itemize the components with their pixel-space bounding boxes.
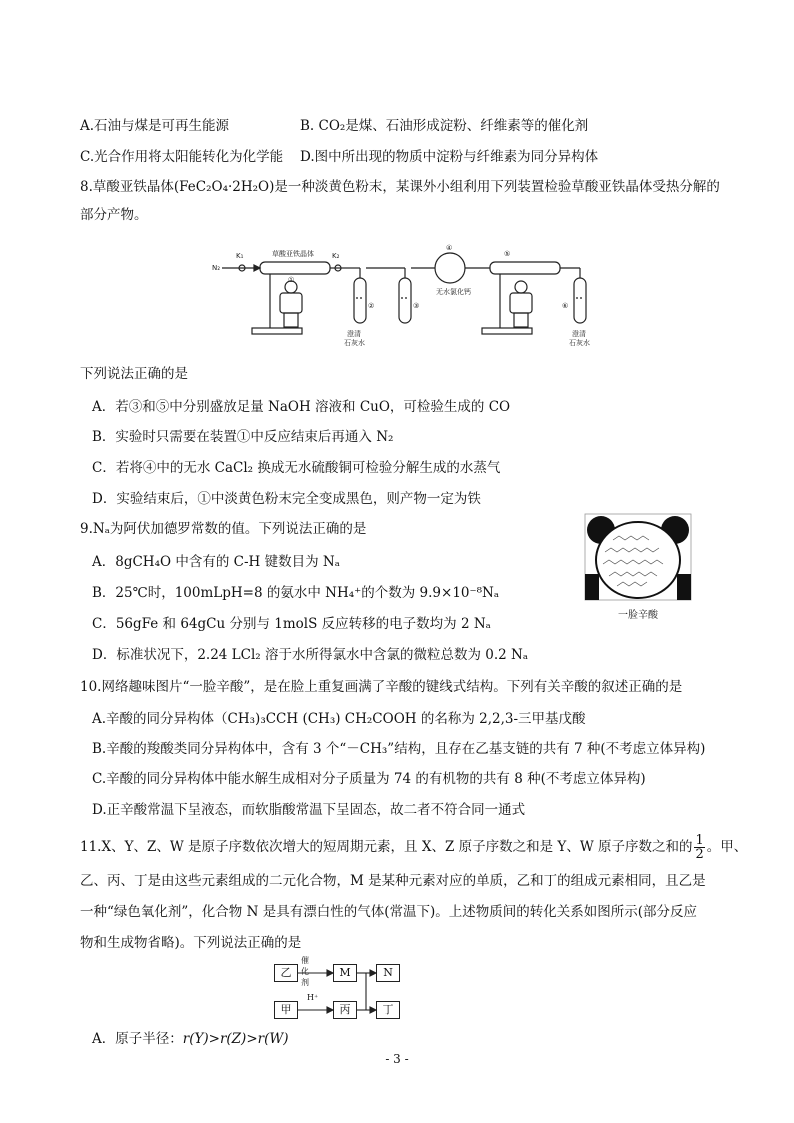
q10-stem: 10.网络趣味图片“一脸辛酸”，是在脸上重复画满了辛酸的键线式结构。下列有关辛酸的叙述正确的是: [80, 679, 683, 695]
label-c6: ⑥: [562, 302, 569, 310]
q11-stem-line1: [80, 834, 747, 861]
q11-option-a-prefix: A．原子半径：: [92, 1031, 183, 1047]
label-k2: K₂: [332, 252, 340, 260]
q9-octanoic-face-figure: [583, 512, 693, 627]
q8-stem-line1: 8.草酸亚铁晶体(FeC₂O₄·2H₂O)是一种淡黄色粉末，某课外小组利用下列装置检验草酸亚铁晶体受热分解的: [80, 179, 720, 195]
label-limewater2-b: 石灰水: [569, 339, 590, 347]
q10-option-b: B.辛酸的羧酸类同分异构体中，含有 3 个“－CH₃”结构，且存在乙基支链的共有 7 种(不考虑立体异构): [92, 741, 706, 757]
fraction-numerator: 1: [695, 833, 704, 848]
label-limewater1-b: 石灰水: [344, 339, 365, 347]
label-c2: ②: [368, 302, 375, 310]
q7-option-c: C.光合作用将太阳能转化为化学能: [80, 149, 284, 165]
q11-option-a: [92, 1030, 289, 1048]
flow-box-yi: 乙: [274, 964, 298, 982]
label-n2: N₂: [212, 264, 221, 272]
q11-option-a-expr: r(Y)>r(Z)>r(W): [182, 1031, 289, 1047]
q8-prompt: 下列说法正确的是: [80, 366, 188, 382]
q7-option-b: B. CO₂是煤、石油形成淀粉、纤维素等的催化剂: [300, 118, 589, 134]
q10-option-c: C.辛酸的同分异构体中能水解生成相对分子质量为 74 的有机物的共有 8 种(不考虑立体异构): [92, 771, 646, 787]
flow-arrows: [270, 960, 410, 1030]
q8-option-b: B．实验时只需要在装置①中反应结束后再通入 N₂: [92, 429, 394, 445]
q8-option-a: A．若③和⑤中分别盛放足量 NaOH 溶液和 CuO，可检验生成的 CO: [92, 399, 511, 415]
q11-stem-line2: 乙、丙、丁是由这些元素组成的二元化合物，M 是某种元素对应的单质，乙和丁的组成元素相同，且乙是: [80, 873, 706, 889]
q10-option-a: A.辛酸的同分异构体（CH₃)₃CCH (CH₃) CH₂COOH 的名称为 2,2,3-三甲基戊酸: [92, 711, 586, 727]
label-drier: 无水氯化钙: [436, 288, 471, 296]
q9-option-a: A．8gCH₄O 中含有的 C-H 键数目为 Nₐ: [92, 554, 340, 570]
q8-apparatus-figure: [210, 238, 610, 348]
flow-box-ding: 丁: [376, 1001, 400, 1019]
q9-option-c: C．56gFe 和 64gCu 分别与 1molS 反应转移的电子数均为 2 Nₐ: [92, 616, 491, 632]
label-crystal: 草酸亚铁晶体: [272, 250, 314, 258]
flow-box-jia: 甲: [274, 1001, 298, 1019]
one-half-fraction: [694, 834, 704, 861]
label-c3: ③: [413, 302, 420, 310]
q8-option-d: D．实验结束后，①中淡黄色粉末完全变成黑色，则产物一定为铁: [92, 491, 481, 507]
q9-stem: 9.Nₐ为阿伏加德罗常数的值。下列说法正确的是: [80, 521, 367, 537]
label-limewater1-a: 澄清: [347, 330, 361, 338]
q11-stem-line4: 物和生成物省略)。下列说法正确的是: [80, 935, 302, 951]
q9-figure-caption: 一脸辛酸: [618, 610, 658, 621]
fraction-denominator: 2: [695, 847, 704, 862]
label-limewater2-a: 澄清: [572, 330, 586, 338]
flow-box-n: N: [376, 964, 400, 982]
q11-stem-line1-b: 。甲、: [706, 839, 748, 855]
q7-option-a: A.石油与煤是可再生能源: [80, 118, 230, 134]
q10-option-d: D.正辛酸常温下呈液态，而软脂酸常温下呈固态，故二者不符合同一通式: [92, 802, 526, 818]
q9-option-d: D．标准状况下，2.24 LCl₂ 溶于水所得氯水中含氯的微粒总数为 0.2 Nₐ: [92, 647, 529, 663]
flow-box-m: M: [333, 964, 357, 982]
q9-option-b: B．25℃时，100mLpH=8 的氨水中 NH₄⁺的个数为 9.9×10⁻⁸Nₐ: [92, 585, 500, 601]
label-c4: ④: [446, 244, 453, 252]
flow-box-bing: 丙: [333, 1001, 357, 1019]
q7-option-d: D.图中所出现的物质中淀粉与纤维素为同分异构体: [300, 149, 599, 165]
flow-label-catalyst: 催化剂: [301, 956, 309, 987]
q8-option-c: C．若将④中的无水 CaCl₂ 换成无水硫酸铜可检验分解生成的水蒸气: [92, 460, 501, 476]
flow-label-hplus: H⁺: [307, 993, 319, 1002]
label-c1: ①: [288, 276, 295, 284]
q8-stem-line2: 部分产物。: [80, 207, 148, 223]
label-c5: ⑤: [504, 250, 511, 258]
q11-stem-line1-a: 11.X、Y、Z、W 是原子序数依次增大的短周期元素，且 X、Z 原子序数之和是 Y、W 原子序数之和的: [80, 839, 693, 855]
page-number: - 3 -: [385, 1052, 409, 1066]
q11-stem-line3: 一种“绿色氧化剂”，化合物 N 是具有漂白性的气体(常温下)。上述物质间的转化关系如图所示(部分反应: [80, 904, 697, 920]
label-k1: K₁: [236, 252, 244, 260]
